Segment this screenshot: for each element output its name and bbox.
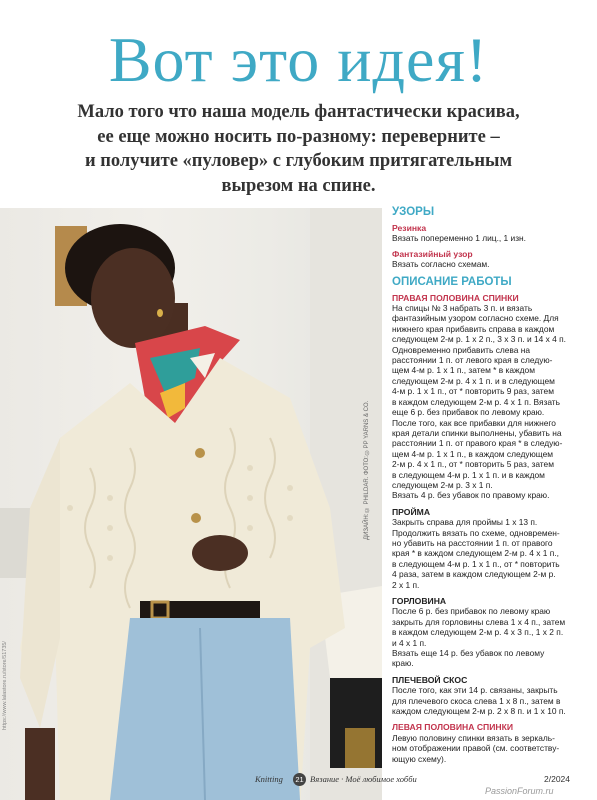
text-line: расстоянии 1 п. от левого края в следую- [392, 355, 553, 366]
text-line: 2-м р. 4 х 1 п., от * повторить 5 раз, затем [392, 459, 554, 470]
fancy-pattern-title: Фантазийный узор [392, 248, 473, 259]
text-line: щем 4-м р. 1 х 1 п., затем * в каждом [392, 365, 535, 376]
text-line: ном отображении правой (см. соответству- [392, 743, 560, 754]
text-line: каждом следующем 2-м р. 2 х 8 п. и 1 х 10 п. [392, 706, 566, 717]
neckline-title: ГОРЛОВИНА [392, 596, 447, 606]
neckline-text [392, 606, 592, 668]
text-line: Левую половину спинки вязать в зеркаль- [392, 732, 555, 743]
text-line: фантазийным узором согласно схеме. Для [392, 313, 559, 324]
text-line: края * в каждом следующем 2-м р. 4 х 1 п., [392, 548, 559, 559]
lead-line: вырезом на спине. [221, 175, 376, 196]
text-line: Закрыть справа для проймы 1 х 13 п. [392, 517, 538, 528]
text-line: 4 раза, затем в каждом следующем 2-м р. [392, 569, 556, 580]
lead-line: Мало того что наша модель фантастически красива, [77, 102, 520, 122]
text-line: следующем 2-м р. 4 х 1 п. и в следующем [392, 375, 555, 386]
text-line: После 6 р. без прибавок по левому краю [392, 606, 551, 617]
armhole-text [392, 517, 592, 590]
text-line: в следующем 4-м р. 1 х 1 п., от * повторить [392, 558, 560, 569]
text-line: Вязать еще 14 р. без убавок по левому [392, 648, 545, 659]
text-line: но убавить на расстоянии 1 п. от правого [392, 537, 553, 548]
source-url-credit: https://www.lalastore.ru/store/51735/ [2, 641, 8, 730]
text-line: в каждом следующем 2-м р. 4 х 1 п. Вязать [392, 396, 561, 407]
patterns-heading: УЗОРЫ [392, 206, 435, 218]
rib-text: Вязать попеременно 1 лиц., 1 изн. [392, 233, 526, 244]
footer-brand: Knitting [255, 774, 283, 784]
page-number: 21 [293, 773, 306, 786]
text-line: щем 4-м р. 1 х 1 п., в каждом следующем [392, 448, 554, 459]
text-line: в следующем 4-м р. 1 х 1 п. и в каждом [392, 469, 545, 480]
page-title: Вот это идея! [108, 24, 489, 95]
armhole-title: ПРОЙМА [392, 506, 431, 517]
text-line: Вязать 4 р. без убавок по правому краю. [392, 490, 550, 501]
text-line: расстоянии 1 п. от правого края * в следую- [392, 438, 563, 449]
issue-number: 2/2024 [544, 774, 570, 784]
watermark: PassionForum.ru [485, 786, 554, 796]
text-line: 2 х 1 п. [392, 579, 420, 590]
model-photo-illustration [0, 208, 382, 800]
text-line: края детали спинки выполнены, убавить на [392, 427, 562, 438]
text-line: еще 6 р. без прибавок по левому краю. [392, 407, 545, 418]
left-back-text [392, 733, 592, 764]
text-line: После того, как эти 14 р. связаны, закрыть [392, 685, 558, 696]
shoulder-slope-title: ПЛЕЧЕВОЙ СКОС [392, 674, 468, 685]
right-back-text [392, 303, 592, 501]
text-line: краю. [392, 658, 414, 669]
text-line: и 4 х 1 п. [392, 637, 427, 648]
text-line: Продолжить вязать по схеме, одновремен- [392, 527, 560, 538]
fancy-pattern-text: Вязать согласно схемам. [392, 259, 490, 270]
rib-title: Резинка [392, 223, 427, 233]
text-line: Одновременно прибавить слева на [392, 344, 531, 355]
photo-credit: ДИЗАЙН: © PHILDAR. ФОТО: ©PP YARNS & CO. [364, 400, 370, 540]
text-line: следующем 2-м р. 3 х 1 п. [392, 479, 493, 490]
left-back-title: ЛЕВАЯ ПОЛОВИНА СПИНКИ [392, 722, 514, 733]
footer-magazine: Вязание · Моё любимое хобби [310, 774, 417, 784]
instructions-column [392, 205, 592, 764]
text-line: После того, как все прибавки для нижнего [392, 417, 556, 428]
text-line: следующем 2-м р. 1 х 2 п., 3 х 3 п. и 14 х 4 п. [392, 334, 566, 345]
text-line: ющую схему). [392, 753, 447, 764]
page-footer [255, 774, 595, 786]
lead-line: и получите «пуловер» с глубоким притягательным [84, 151, 513, 171]
text-line: для плечевого скоса слева 1 х 8 п., затем в [392, 695, 561, 706]
lead-line: ее еще можно носить по-разному: переверните – [97, 126, 500, 147]
text-line: в каждом следующем 2-м р. 4 х 3 п., 1 х 2 п. [392, 627, 564, 638]
lead-paragraph [40, 100, 557, 198]
shoulder-slope-text [392, 685, 592, 716]
text-line: 4-м р. 1 х 1 п., от * повторить 9 раз, затем [392, 386, 554, 397]
work-heading: ОПИСАНИЕ РАБОТЫ [392, 275, 512, 288]
text-line: На спицы № 3 набрать 3 п. и вязать [392, 303, 533, 314]
text-line: нижнего края прибавить справа в каждом [392, 323, 555, 334]
text-line: закрыть для горловины слева 1 х 4 п., затем [392, 616, 566, 627]
model-photo [0, 208, 382, 800]
right-back-title: ПРАВАЯ ПОЛОВИНА СПИНКИ [392, 292, 519, 303]
